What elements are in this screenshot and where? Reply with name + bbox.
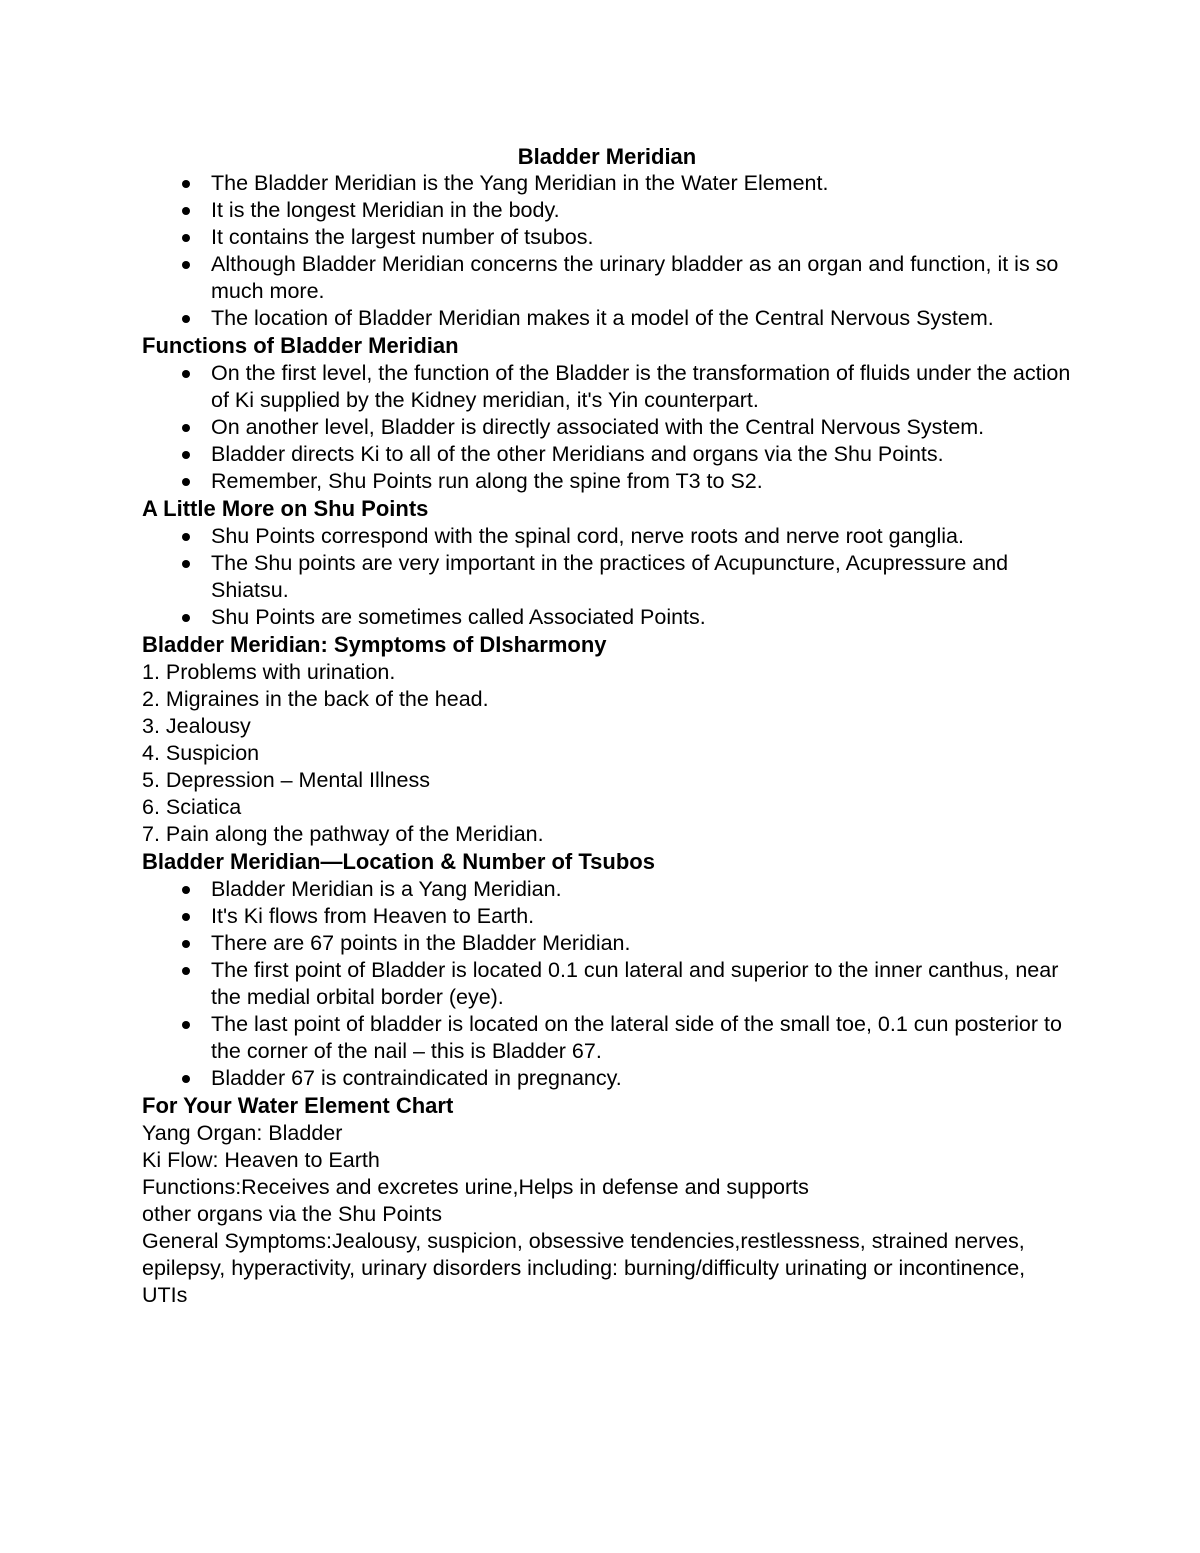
list-item: 5. Depression – Mental Illness: [142, 768, 431, 792]
list-item: 2. Migraines in the back of the head.: [142, 687, 489, 711]
location-heading: Bladder Meridian—Location & Number of Tsubos: [142, 849, 655, 874]
symptoms-numbered-list: [142, 659, 1072, 848]
list-item: [142, 360, 1072, 414]
chart-line-ki-flow: Ki Flow: Heaven to Earth: [142, 1148, 380, 1172]
list-item: 7. Pain along the pathway of the Meridian.: [142, 822, 544, 846]
chart-lines: [142, 1120, 1072, 1309]
chart-line-functions: Functions:Receives and excretes urine,Helps in defense and supports: [142, 1175, 809, 1199]
list-item-text: The Bladder Meridian is the Yang Meridian in the Water Element.: [211, 171, 829, 195]
chart-line-yang-organ: Yang Organ: Bladder: [142, 1121, 343, 1145]
bullet-icon: [182, 913, 190, 921]
list-item-text: It's Ki flows from Heaven to Earth.: [211, 904, 535, 928]
list-item: [142, 604, 1072, 631]
bullet-icon: [182, 967, 190, 975]
bullet-icon: [182, 451, 190, 459]
bullet-icon: [182, 207, 190, 215]
list-item: [142, 468, 1072, 495]
list-item-text: Remember, Shu Points run along the spine from T3 to S2.: [211, 469, 763, 493]
list-item: [142, 1011, 1072, 1065]
list-item: [142, 224, 1072, 251]
bullet-icon: [182, 234, 190, 242]
functions-bullet-list: [142, 360, 1072, 495]
chart-line-functions-cont: other organs via the Shu Points: [142, 1202, 442, 1226]
bullet-icon: [182, 560, 190, 568]
bullet-icon: [182, 424, 190, 432]
bullet-icon: [182, 533, 190, 541]
list-item-text: Shu Points are sometimes called Associated Points.: [211, 605, 706, 629]
list-item-text: The last point of bladder is located on the lateral side of the small toe, 0.1 cun posterior to the corner of the nail – this is Bladder 67.: [211, 1012, 1062, 1063]
bullet-icon: [182, 478, 190, 486]
list-item-text: The location of Bladder Meridian makes it a model of the Central Nervous System.: [211, 306, 994, 330]
document-page: [142, 143, 1072, 1309]
location-bullet-list: [142, 876, 1072, 1092]
list-item-text: Although Bladder Meridian concerns the urinary bladder as an organ and function, it is so much more.: [211, 252, 1059, 303]
list-item-text: The first point of Bladder is located 0.1 cun lateral and superior to the inner canthus, near the medial orbital border (eye).: [211, 958, 1059, 1009]
list-item: 3. Jealousy: [142, 714, 251, 738]
chart-heading: For Your Water Element Chart: [142, 1093, 454, 1118]
list-item-text: The Shu points are very important in the practices of Acupuncture, Acupressure and Shiatsu.: [211, 551, 1009, 602]
list-item: 1. Problems with urination.: [142, 660, 396, 684]
list-item: [142, 930, 1072, 957]
bullet-icon: [182, 315, 190, 323]
intro-bullet-list: [142, 170, 1072, 332]
list-item: [142, 903, 1072, 930]
list-item: [142, 1065, 1072, 1092]
list-item: [142, 305, 1072, 332]
list-item: [142, 251, 1072, 305]
list-item: 4. Suspicion: [142, 741, 260, 765]
list-item: [142, 550, 1072, 604]
list-item-text: It contains the largest number of tsubos.: [211, 225, 594, 249]
chart-line-general-symptoms: General Symptoms:Jealousy, suspicion, obsessive tendencies,restlessness, strained nerves, epilepsy, hyperactivity, urinary disorders including: burning/difficulty urinating or incontinence, UTIs: [142, 1229, 1026, 1307]
bullet-icon: [182, 370, 190, 378]
bullet-icon: [182, 1021, 190, 1029]
list-item: [142, 197, 1072, 224]
list-item-text: On another level, Bladder is directly associated with the Central Nervous System.: [211, 415, 985, 439]
bullet-icon: [182, 180, 190, 188]
list-item: [142, 957, 1072, 1011]
list-item: [142, 876, 1072, 903]
bullet-icon: [182, 261, 190, 269]
list-item: [142, 523, 1072, 550]
bullet-icon: [182, 1075, 190, 1083]
list-item: [142, 414, 1072, 441]
functions-heading: Functions of Bladder Meridian: [142, 333, 459, 358]
bullet-icon: [182, 614, 190, 622]
bullet-icon: [182, 886, 190, 894]
list-item: [142, 170, 1072, 197]
list-item-text: Bladder 67 is contraindicated in pregnancy.: [211, 1066, 622, 1090]
shu-points-bullet-list: [142, 523, 1072, 631]
symptoms-heading: Bladder Meridian: Symptoms of DIsharmony: [142, 632, 607, 657]
list-item-text: Bladder Meridian is a Yang Meridian.: [211, 877, 562, 901]
list-item-text: There are 67 points in the Bladder Meridian.: [211, 931, 631, 955]
list-item-text: Shu Points correspond with the spinal cord, nerve roots and nerve root ganglia.: [211, 524, 964, 548]
document-title: Bladder Meridian: [517, 144, 697, 169]
list-item: [142, 441, 1072, 468]
list-item-text: It is the longest Meridian in the body.: [211, 198, 560, 222]
bullet-icon: [182, 940, 190, 948]
list-item-text: Bladder directs Ki to all of the other Meridians and organs via the Shu Points.: [211, 442, 944, 466]
list-item-text: On the first level, the function of the Bladder is the transformation of fluids under the action of Ki supplied by the Kidney meridian, it's Yin counterpart.: [211, 361, 1071, 412]
shu-points-heading: A Little More on Shu Points: [142, 496, 429, 521]
list-item: 6. Sciatica: [142, 795, 242, 819]
